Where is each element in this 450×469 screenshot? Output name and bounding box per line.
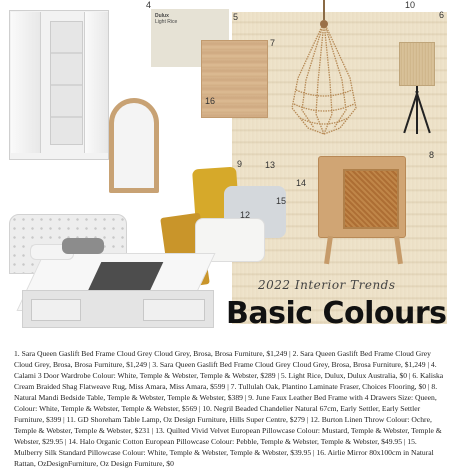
chandelier-chain [323, 0, 325, 20]
item-number: 14 [296, 178, 307, 188]
item-number: 4 [146, 0, 152, 10]
bed-drawer [143, 299, 205, 321]
item-number: 10 [405, 0, 416, 10]
mirror-image [109, 98, 159, 193]
item-number: 15 [276, 196, 287, 206]
item-number: 8 [429, 150, 435, 160]
item-number: 7 [270, 38, 276, 48]
paint-swatch-label [155, 13, 177, 25]
item-number: 9 [237, 159, 243, 169]
floor-swatch [201, 40, 268, 118]
bed-drawer [31, 299, 81, 321]
bed-pillow [62, 238, 104, 254]
item-number: 13 [265, 160, 276, 170]
chandelier-image [288, 18, 360, 138]
board-subtitle: 2022 Interior Trends [258, 278, 396, 292]
wardrobe-image [9, 10, 109, 160]
lamp-shade [399, 42, 435, 86]
rattan-door [343, 169, 399, 229]
item-number: 16 [205, 96, 216, 106]
bed-image [22, 290, 214, 328]
paint-brand: Dulux [155, 13, 169, 19]
wardrobe-open-compartment [50, 21, 83, 145]
item-number: 6 [439, 10, 445, 20]
item-number: 12 [240, 210, 251, 220]
product-list: 1. Sara Queen Gaslift Bed Frame Cloud Grey Cloud Grey, Brosa, Brosa Furniture, $1,249 | 2. Sara Queen Gaslift Bed Frame Cloud Grey Cloud Grey, Brosa, Brosa Furniture, $1,249 | 3. Sara Queen Gaslift Bed Frame Cloud Grey Cloud Grey, Brosa, Brosa Furniture, $1,249 | 4. Calami 3 Door Wardrobe Colour: White, Temple & Webster, Temple & Webster, $289 | 5. Light Rice, Dulux, Dulux Australia, $0 | 6. Kaliska Cream Braided Shag Flatweave Rug, Miss Amara, Miss Amara, $599 | 7. Tullulah Oak, Plantino Laminate Fraser, Choices Flooring, $0 | 8. Natural Mandi Bedside Table, Temple & Webster, Temple & Webster, $389 | 9. June Faux Leather Bed Frame with 4 Drawers Size: Queen, Colour: White, Temple & Webster, Temple & Webster, $569 | 10. Negril Beaded Chandelier Natural 67cm, Early Settler, Early Settler Furniture, $399 | 11. GD Shoreham Table Lamp, Oz Design Furniture, Hills Super Centre, $279 | 12. Burton Linen Throw Colour: Ochre, Temple & Webster, Temple & Webster, $231 | 13. Quilted Vivid Velvet European Pillowcase Colour: Mustard, Temple & Webster, Temple & Webster, $29.95 | 14. Halo Organic Cotton European Pillowcase Colour: Pebble, Temple & Webster, Temple & Webster, $49.95 | 15. Mulberry Silk Standard Pillowcase Colour: White, Temple & Webster, Temple & Webster, $39.95 | 16. Airlie Mirror 80x100cm in Natural Rattan, OzDesignFurniture, Oz Design Furniture, $0 [14, 349, 444, 468]
wardrobe-door [84, 12, 108, 153]
bedside-table-image [318, 156, 406, 238]
wardrobe-door [11, 12, 41, 153]
paint-name: Light Rice [155, 19, 178, 25]
item-number: 5 [233, 12, 239, 22]
board-title: Basic Colours [226, 296, 447, 331]
